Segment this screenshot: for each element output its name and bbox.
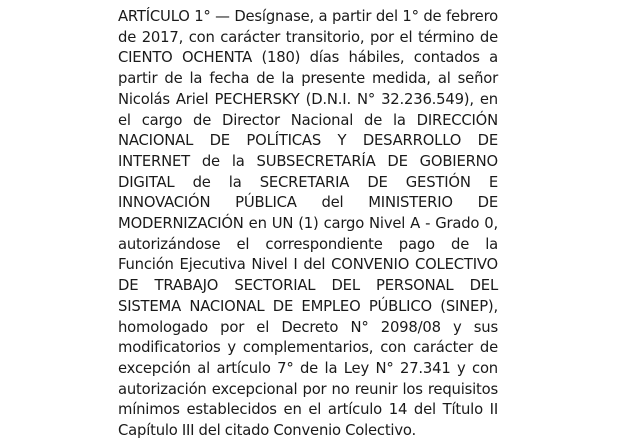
article-1-paragraph: ARTÍCULO 1° — Desígnase, a partir del 1° de febrero de 2017, con carácter transitorio, por el término de CIENTO OCHENTA (180) días hábiles, contados a partir de la fecha de la presente medida, al señor Nicolás Ariel PECHERSKY (D.N.I. N° 32.236.549), en el cargo de Director Nacional de la DIRECCIÓN NACIONAL DE POLÍTICAS Y DESARROLLO DE INTERNET de la SUBSECRETARÍA DE GOBIERNO DIGITAL de la SECRETARIA DE GESTIÓN E INNOVACIÓN PÚBLICA del MINISTERIO DE MODERNIZACIÓN en UN (1) cargo Nivel A - Grado 0, autorizándose el correspondiente pago de la Función Ejecutiva Nivel I del CONVENIO COLECTIVO DE TRABAJO SECTORIAL DEL PERSONAL DEL SISTEMA NACIONAL DE EMPLEO PÚBLICO (SINEP), homologado por el Decreto N° 2098/08 y sus modificatorios y complementarios, con carácter de excepción al artículo 7° de la Ley N° 27.341 y con autorización excepcional por no reunir los requisitos mínimos establecidos en el artículo 14 del Título II Capítulo III del citado Convenio Colectivo.	[118, 8, 498, 440]
